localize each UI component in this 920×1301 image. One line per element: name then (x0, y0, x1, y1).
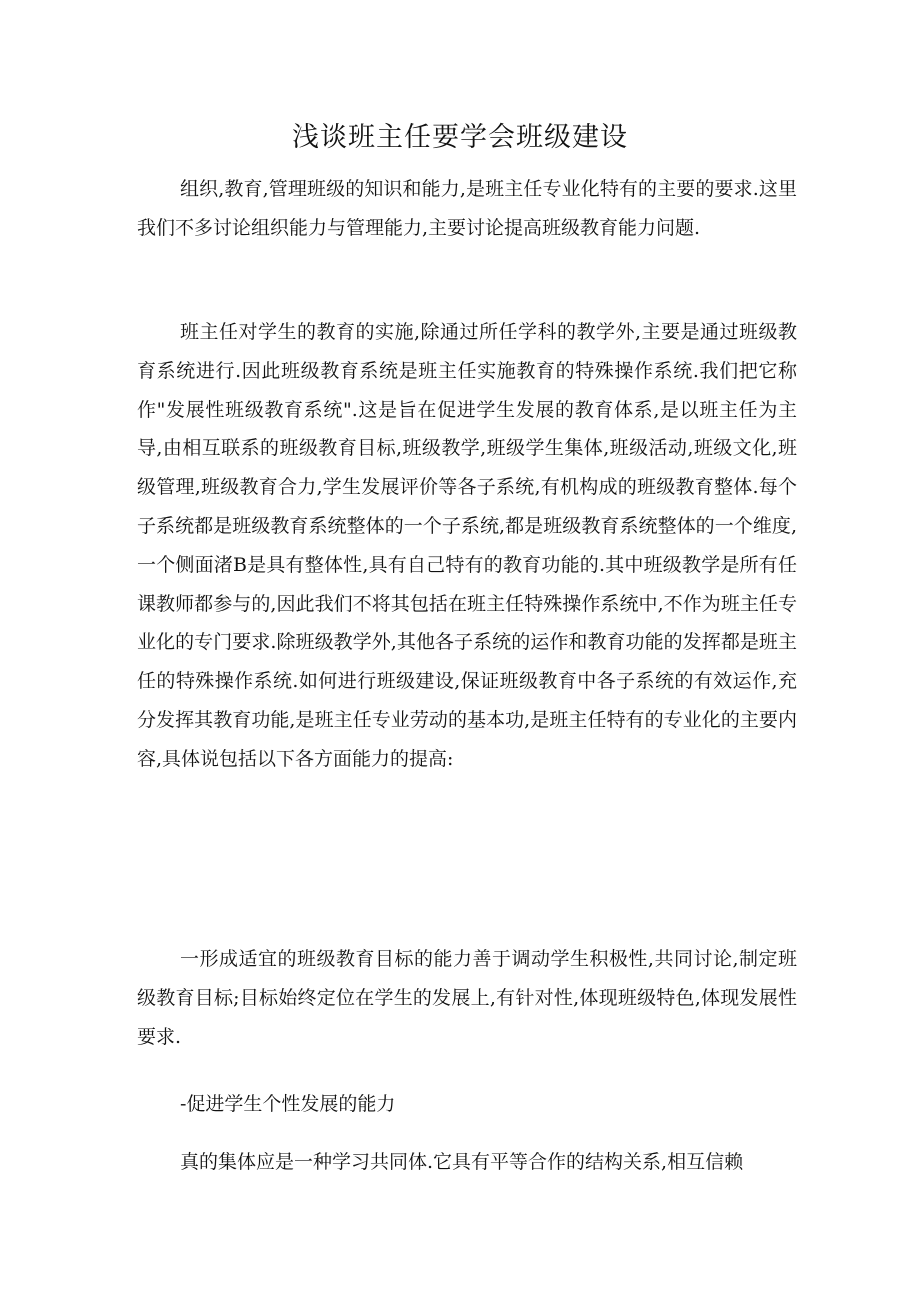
paragraph-intro: 组织,教育,管理班级的知识和能力,是班主任专业化特有的主要的要求.这里我们不多讨论组织能力与管理能力,主要讨论提高班级教育能力问题. (137, 178, 797, 239)
paragraph-collective: 真的集体应是一种学习共同体.它具有平等合作的结构关系,相互信赖 (180, 1151, 744, 1173)
paragraph-heading-personality: -促进学生个性发展的能力 (180, 1093, 396, 1115)
document-title: 浅谈班主任要学会班级建设 (292, 122, 628, 153)
paragraph-goals: 一形成适宜的班级教育目标的能力善于调动学生积极性,共同讨论,制定班级教育目标;目标始终定位在学生的发展上,有针对性,体现班级特色,体现发展性要求. (137, 948, 797, 1048)
paragraph-system: 班主任对学生的教育的实施,除通过所任学科的教学外,主要是通过班级教育系统进行.因此班级教育系统是班主任实施教育的特殊操作系统.我们把它称作"发展性班级教育系统".这是旨在促进学生发展的教育体系,是以班主任为主导,由相互联系的班级教育目标,班级教学,班级学生集体,班级活动,班级文化,班级管理,班级教育合力,学生发展评价等各子系统,有机构成的班级教育整体.每个子系统都是班级教育系统整体的一个子系统,都是班级教育系统整体的一个维度,一个侧面渚B是具有整体性,具有自己特有的教育功能的.其中班级教学是所有任课教师都参与的,因此我们不将其包括在班主任特殊操作系统中,不作为班主任专业化的专门要求.除班级教学外,其他各子系统的运作和教育功能的发挥都是班主任的特殊操作系统.如何进行班级建设,保证班级教育中各子系统的有效运作,充分发挥其教育功能,是班主任专业劳动的基本功,是班主任特有的专业化的主要内容,具体说包括以下各方面能力的提高: (137, 321, 797, 770)
